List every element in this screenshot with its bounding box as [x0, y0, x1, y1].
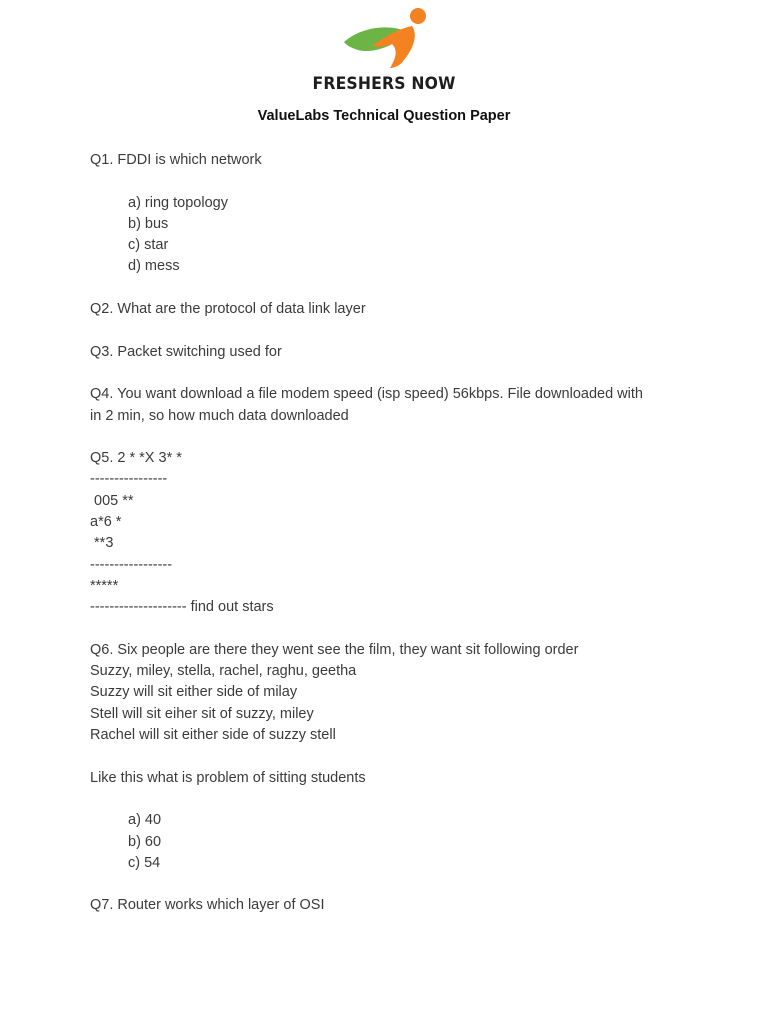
question-list	[90, 150, 690, 917]
puzzle-line: -----------------	[90, 556, 173, 573]
option-item: b) 60	[128, 833, 162, 850]
question-3: Q3. Packet switching used for	[90, 343, 282, 360]
brand-name: FRESHERS NOW	[312, 74, 456, 94]
question-6: Q6. Six people are there they went see the film, they want sit following order	[90, 641, 579, 658]
question-1: Q1. FDDI is which network	[90, 152, 262, 168]
puzzle-line: a*6 *	[90, 514, 122, 531]
question-4-line-2: in 2 min, so how much data downloaded	[90, 407, 349, 424]
question-6-line: Suzzy, miley, stella, rachel, raghu, geetha	[90, 663, 357, 680]
question-2: Q2. What are the protocol of data link layer	[90, 301, 366, 318]
option-item: c) star	[128, 237, 169, 254]
option-item: b) bus	[128, 215, 169, 232]
freshers-now-logo-icon	[336, 6, 436, 70]
option-item: d) mess	[128, 258, 180, 275]
puzzle-line: **3	[90, 535, 114, 552]
page-title: ValueLabs Technical Question Paper	[257, 108, 511, 124]
puzzle-line: ----------------	[90, 471, 168, 488]
option-item: a) 40	[128, 812, 162, 829]
question-6-line: Rachel will sit either side of suzzy stell	[90, 727, 336, 744]
question-6-prompt: Like this what is problem of sitting students	[90, 769, 366, 786]
question-7: Q7. Router works which layer of OSI	[90, 897, 325, 914]
option-item: a) ring topology	[128, 194, 228, 211]
puzzle-line: *****	[90, 577, 119, 594]
question-4-line-1: Q4. You want download a file modem speed (isp speed) 56kbps. File downloaded with	[90, 386, 643, 403]
question-5: Q5. 2 * *X 3* *	[90, 450, 182, 467]
puzzle-line: -------------------- find out stars	[90, 599, 274, 616]
puzzle-line: 005 **	[90, 492, 134, 509]
question-6-line: Suzzy will sit either side of milay	[90, 684, 298, 701]
question-6-line: Stell will sit eiher sit of suzzy, miley	[90, 705, 314, 722]
option-item: c) 54	[128, 854, 161, 871]
